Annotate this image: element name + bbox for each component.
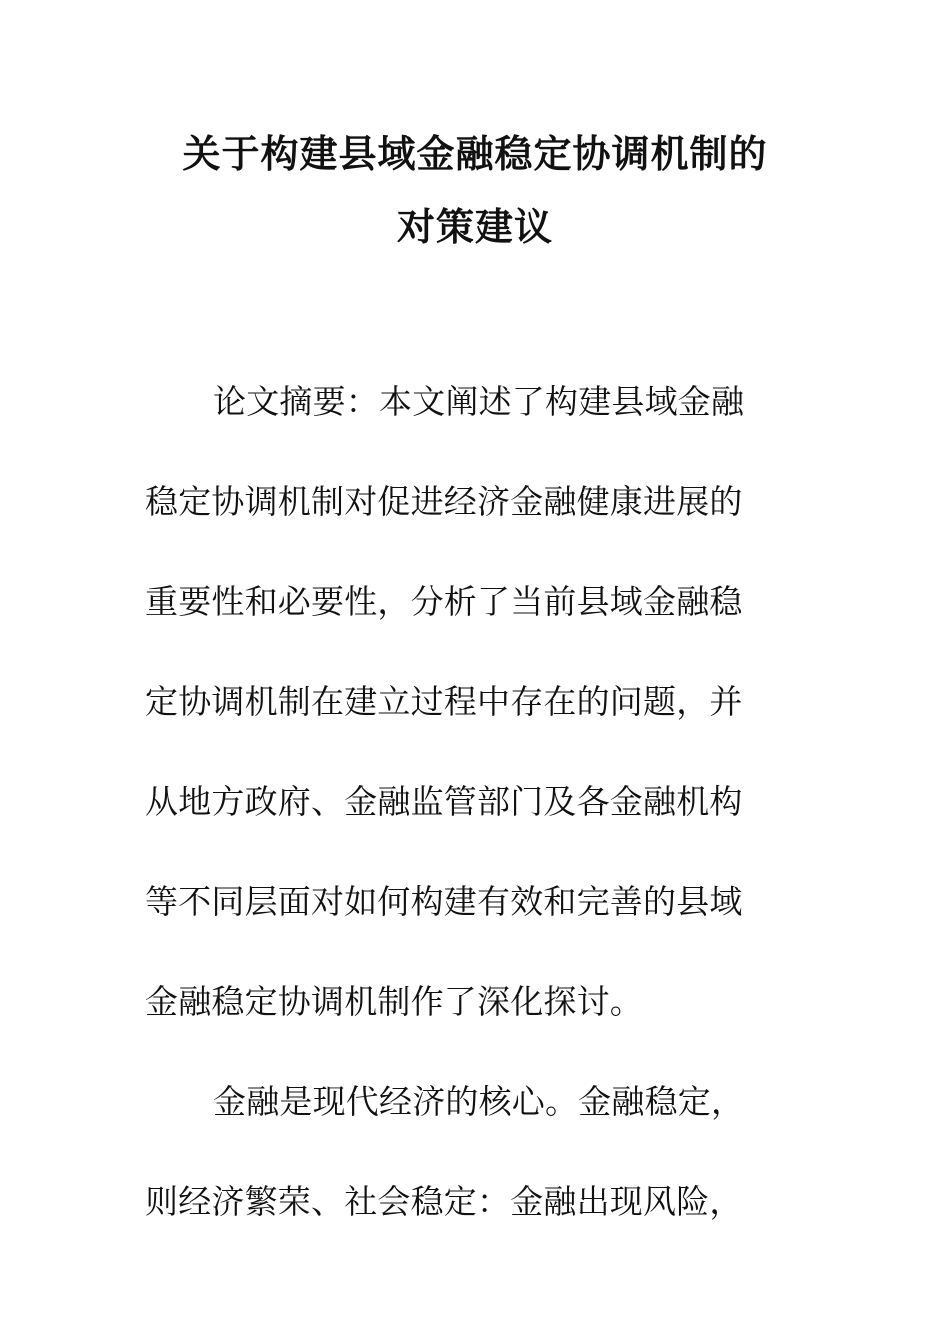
- abstract-line-5: 从地方政府、金融监管部门及各金融机构: [145, 782, 743, 821]
- paragraph-line-2: 则经济繁荣、社会稳定：金融出现风险，: [145, 1182, 743, 1221]
- abstract-line-4: 定协调机制在建立过程中存在的问题，并: [145, 682, 743, 721]
- document-title-line-1: 关于构建县域金融稳定协调机制的: [182, 131, 768, 176]
- abstract-line-2: 稳定协调机制对促进经济金融健康进展的: [145, 482, 743, 521]
- document-title-line-2: 对策建议: [396, 204, 553, 249]
- paragraph-line-1: 金融是现代经济的核心。金融稳定，: [213, 1082, 745, 1121]
- abstract-line-1: 论文摘要：本文阐述了构建县域金融: [213, 382, 745, 421]
- abstract-line-3: 重要性和必要性，分析了当前县域金融稳: [145, 582, 743, 621]
- abstract-line-6: 等不同层面对如何构建有效和完善的县域: [145, 882, 743, 921]
- abstract-line-7: 金融稳定协调机制作了深化探讨。: [145, 982, 643, 1021]
